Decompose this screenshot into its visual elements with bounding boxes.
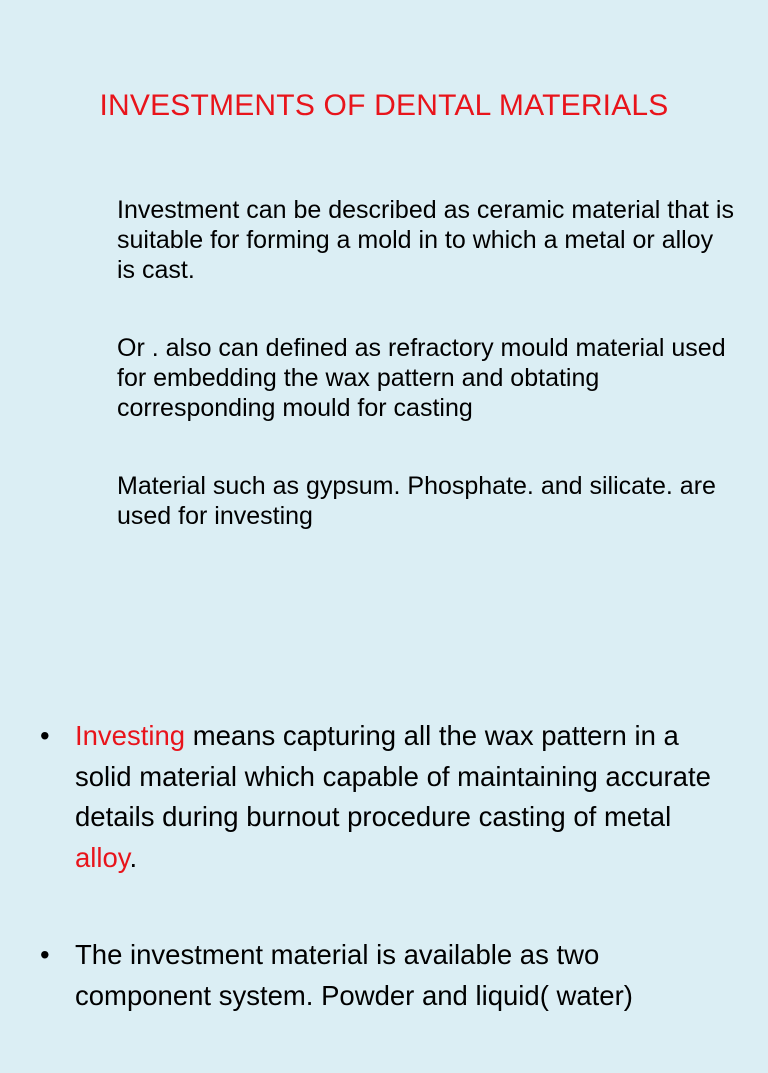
bullet-item (40, 935, 740, 1016)
definition-paragraph: Investment can be described as ceramic material that is suitable for forming a mold in to which a metal or alloy is cast. (117, 196, 734, 284)
bullet-marker: • (40, 720, 50, 751)
bullet-list (40, 716, 740, 1073)
definition-paragraph: Material such as gypsum. Phosphate. and silicate. are used for investing (117, 472, 716, 530)
alloy-term: alloy (75, 841, 130, 873)
bullet-text: means capturing all the wax pattern in a solid material which capable of maintaining accurate details during burnout procedure casting of metal (75, 720, 711, 832)
bullet-end: . (129, 841, 138, 873)
bullet-item (40, 716, 740, 878)
bullet-marker: • (40, 939, 50, 970)
investing-term: Investing (75, 720, 186, 751)
slide-title: INVESTMENTS OF DENTAL MATERIALS (99, 89, 669, 122)
bullet-text: The investment material is available as two component system. Powder and liquid( water) (75, 939, 633, 1011)
definition-paragraphs (117, 195, 737, 579)
definition-paragraph: Or . also can defined as refractory mould material used for embedding the wax pattern and obtating corresponding mould for casting (117, 334, 726, 422)
